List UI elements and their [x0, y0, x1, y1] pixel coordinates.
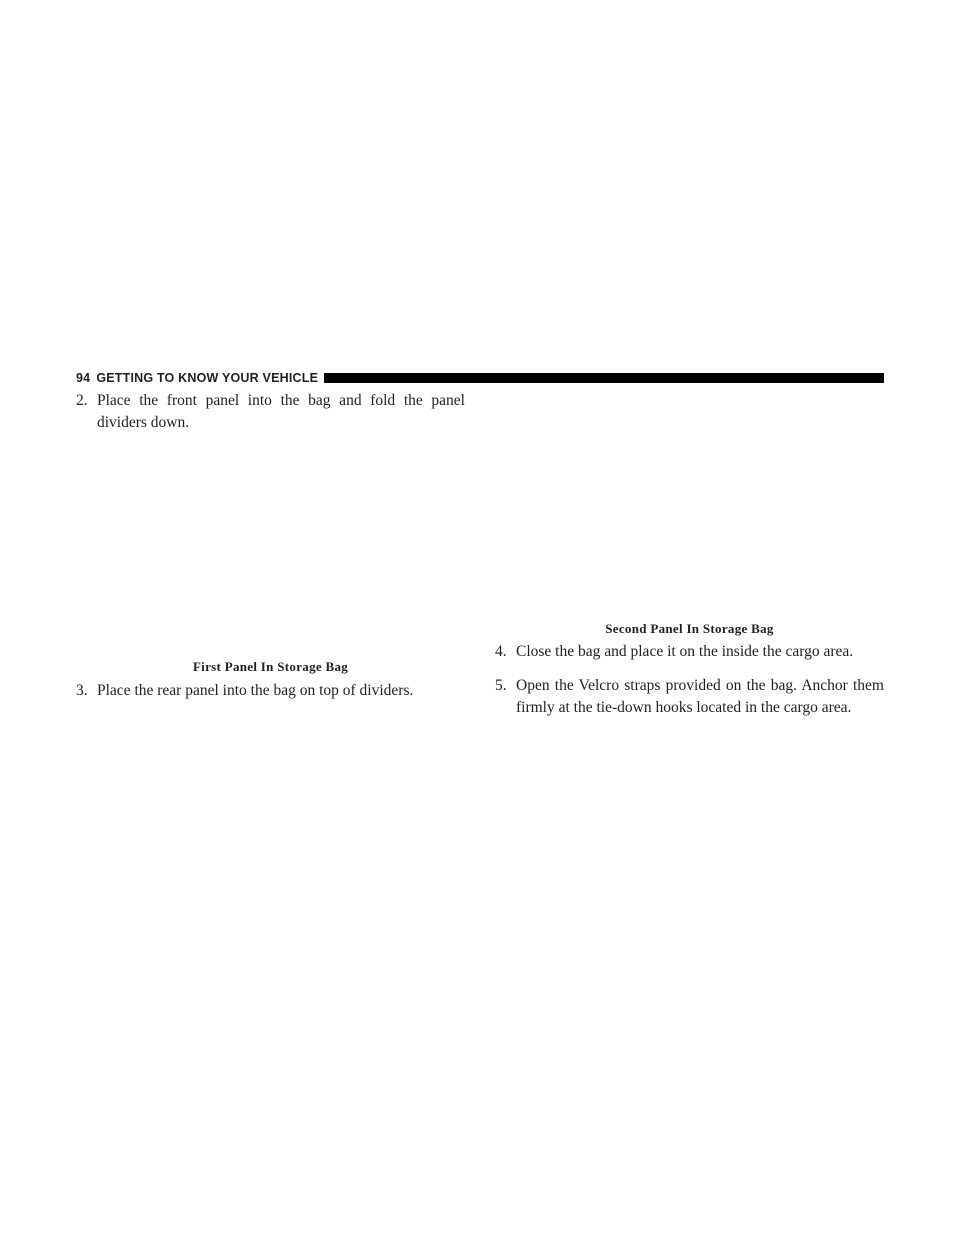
section-title: GETTING TO KNOW YOUR VEHICLE — [96, 371, 319, 385]
figure-first-panel-image — [76, 436, 465, 654]
step-number: 5. — [495, 677, 507, 694]
step-text: Place the front panel into the bag and fold the panel dividers down. — [97, 392, 465, 431]
figure-second-panel-image — [495, 392, 884, 616]
step-5 — [495, 675, 884, 719]
step-number: 4. — [495, 643, 507, 660]
step-4 — [495, 641, 884, 663]
step-2 — [76, 390, 465, 434]
step-text: Close the bag and place it on the inside the cargo area. — [516, 643, 854, 660]
step-3 — [76, 680, 465, 702]
figure-caption-second-panel: Second Panel In Storage Bag — [605, 621, 774, 636]
figure-caption-first-panel: First Panel In Storage Bag — [192, 659, 349, 674]
step-number: 3. — [76, 682, 88, 699]
step-text: Place the rear panel into the bag on top of dividers. — [97, 682, 414, 699]
header-rule — [324, 373, 884, 383]
step-text: Open the Velcro straps provided on the bag. Anchor them firmly at the tie-down hooks located in the cargo area. — [516, 677, 884, 716]
page-header — [76, 368, 884, 388]
step-number: 2. — [76, 392, 88, 409]
page-number: 94 — [76, 371, 91, 385]
